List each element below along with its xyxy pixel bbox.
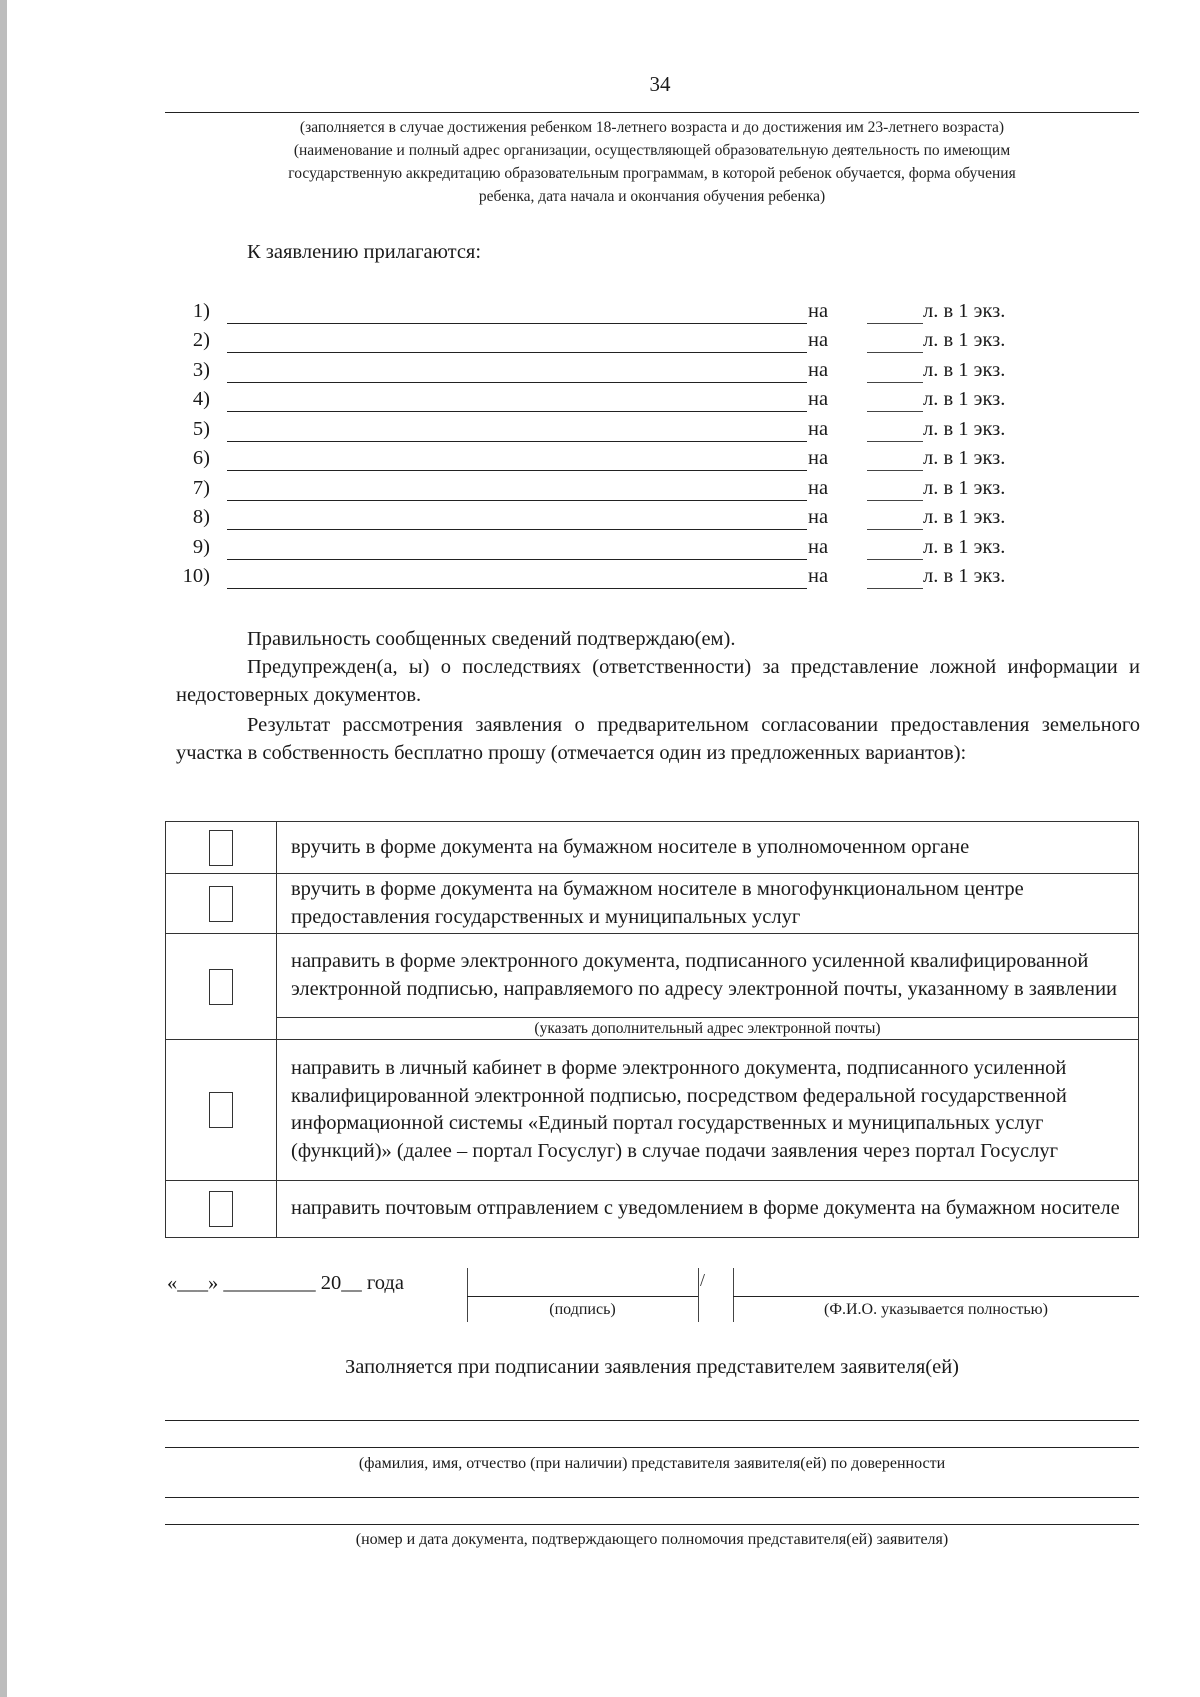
education-field-line[interactable] <box>165 112 1139 113</box>
attachment-pages-field[interactable] <box>867 382 923 383</box>
attachment-pages-field[interactable] <box>867 411 923 412</box>
page-number: 34 <box>649 72 671 96</box>
delivery-option-checkbox[interactable] <box>209 886 233 922</box>
attachment-suffix: л. в 1 экз. <box>923 447 1006 469</box>
warning-statement <box>176 653 1140 709</box>
representative-doc-field-line2[interactable] <box>165 1524 1139 1525</box>
attachment-na-label: на <box>808 565 829 587</box>
attachment-suffix: л. в 1 экз. <box>923 536 1006 558</box>
attachment-suffix: л. в 1 экз. <box>923 506 1006 528</box>
attachment-name-field[interactable] <box>227 588 807 589</box>
fio-field[interactable] <box>733 1296 1139 1297</box>
result-request-statement <box>176 711 1140 767</box>
attachment-row <box>165 447 1145 476</box>
attachment-number: 4) <box>192 388 210 410</box>
attachment-suffix: л. в 1 экз. <box>923 388 1006 410</box>
attachment-suffix: л. в 1 экз. <box>923 477 1006 499</box>
attachment-name-field[interactable] <box>227 500 807 501</box>
attachment-na-label: на <box>808 418 829 440</box>
attachment-number: 10) <box>182 565 210 587</box>
checkbox-cell <box>166 874 277 934</box>
delivery-option-row <box>166 934 1139 1018</box>
representative-doc-field[interactable] <box>165 1497 1139 1498</box>
attachment-row <box>165 300 1145 329</box>
caption-line: (наименование и полный адрес организации, осуществляющей образовательную деятельность по имеющим <box>293 142 1011 159</box>
representative-name-caption: (фамилия, имя, отчество (при наличии) представителя заявителя(ей) по доверенности <box>358 1455 946 1472</box>
delivery-option-checkbox[interactable] <box>209 1092 233 1128</box>
confirm-statement <box>176 625 1140 653</box>
representative-title: Заполняется при подписании заявления представителем заявителя(ей) <box>344 1356 960 1378</box>
attachment-name-field[interactable] <box>227 559 807 560</box>
attachment-na-label: на <box>808 300 829 322</box>
attachment-na-label: на <box>808 536 829 558</box>
checkbox-cell <box>166 1040 277 1181</box>
attachment-name-field[interactable] <box>227 352 807 353</box>
attachments-title: К заявлению прилагаются: <box>247 241 482 263</box>
attachment-number: 8) <box>192 506 210 528</box>
delivery-option-row <box>166 1040 1139 1181</box>
attachment-number: 3) <box>192 359 210 381</box>
attachment-name-field[interactable] <box>227 411 807 412</box>
warning-text: Предупрежден(а, ы) о последствиях (ответственности) за представление ложной информации и недостоверных документов. <box>176 656 1140 706</box>
delivery-option-checkbox[interactable] <box>209 1191 233 1227</box>
attachment-number: 6) <box>192 447 210 469</box>
checkbox-cell <box>166 822 277 874</box>
caption-line: ребенка, дата начала и окончания обучения ребенка) <box>478 188 826 205</box>
attachment-row <box>165 388 1145 417</box>
attachment-pages-field[interactable] <box>867 529 923 530</box>
confirm-text: Правильность сообщенных сведений подтверждаю(ем). <box>247 628 736 650</box>
result-request-text: Результат рассмотрения заявления о предварительном согласовании предоставления земельного участка в собственность бесплатно прошу (отмечается один из предложенных вариантов): <box>176 714 1140 764</box>
attachment-suffix: л. в 1 экз. <box>923 565 1006 587</box>
attachment-pages-field[interactable] <box>867 588 923 589</box>
delivery-option-row <box>166 1181 1139 1238</box>
delivery-option-label: направить в личный кабинет в форме электронного документа, подписанного усиленной квалифицированной электронной подписью, посредством федеральной государственной информационной системы «Единый портал государственных и муниципальных услуг (функций)» (далее – портал Госуслуг) в случае подачи заявления через портал Госуслуг <box>277 1040 1139 1181</box>
fio-caption: (Ф.И.О. указывается полностью) <box>824 1301 1048 1318</box>
caption-line: (заполняется в случае достижения ребенком 18-летнего возраста и до достижения им 23-летнего возраста) <box>299 119 1005 136</box>
attachment-row <box>165 506 1145 535</box>
attachment-name-field[interactable] <box>227 441 807 442</box>
attachment-na-label: на <box>808 329 829 351</box>
representative-name-field-line2[interactable] <box>165 1447 1139 1448</box>
attachment-suffix: л. в 1 экз. <box>923 329 1006 351</box>
attachment-na-label: на <box>808 388 829 410</box>
attachment-number: 7) <box>192 477 210 499</box>
representative-name-field[interactable] <box>165 1420 1139 1421</box>
signature-divider <box>698 1268 699 1322</box>
attachment-name-field[interactable] <box>227 323 807 324</box>
representative-doc-caption: (номер и дата документа, подтверждающего полномочия представителя(ей) заявителя) <box>355 1531 949 1548</box>
signature-slash: / <box>700 1270 706 1290</box>
delivery-option-label: направить почтовым отправлением с уведомлением в форме документа на бумажном носителе <box>277 1181 1139 1238</box>
attachment-na-label: на <box>808 477 829 499</box>
delivery-option-row <box>166 822 1139 874</box>
attachment-row <box>165 359 1145 388</box>
attachment-na-label: на <box>808 447 829 469</box>
email-address-row <box>166 1018 1139 1040</box>
attachment-number: 9) <box>192 536 210 558</box>
attachment-name-field[interactable] <box>227 529 807 530</box>
attachment-number: 1) <box>192 300 210 322</box>
attachment-pages-field[interactable] <box>867 323 923 324</box>
checkbox-cell <box>166 934 277 1040</box>
date-field[interactable]: «___» _________ 20__ года <box>167 1272 404 1294</box>
delivery-option-label: направить в форме электронного документа, подписанного усиленной квалифицированной электронной подписью, направляемого по адресу электронной почты, указанному в заявлении <box>277 934 1139 1018</box>
attachment-suffix: л. в 1 экз. <box>923 359 1006 381</box>
attachment-suffix: л. в 1 экз. <box>923 300 1006 322</box>
attachment-row <box>165 477 1145 506</box>
attachment-na-label: на <box>808 359 829 381</box>
attachment-pages-field[interactable] <box>867 559 923 560</box>
attachment-pages-field[interactable] <box>867 500 923 501</box>
delivery-options-table <box>165 821 1139 1238</box>
checkbox-cell <box>166 1181 277 1238</box>
attachment-pages-field[interactable] <box>867 441 923 442</box>
delivery-option-row <box>166 874 1139 934</box>
attachment-row <box>165 536 1145 565</box>
page-edge-strip <box>0 0 7 1697</box>
delivery-option-label: вручить в форме документа на бумажном носителе в уполномоченном органе <box>277 822 1139 874</box>
attachment-na-label: на <box>808 506 829 528</box>
delivery-option-label: вручить в форме документа на бумажном носителе в многофункциональном центре предоставления государственных и муниципальных услуг <box>277 874 1139 934</box>
additional-email-field[interactable]: (указать дополнительный адрес электронной почты) <box>277 1018 1139 1040</box>
attachment-pages-field[interactable] <box>867 352 923 353</box>
attachment-name-field[interactable] <box>227 470 807 471</box>
attachment-row <box>165 329 1145 358</box>
education-field-caption <box>165 116 1139 208</box>
delivery-option-checkbox[interactable] <box>209 969 233 1005</box>
attachment-name-field[interactable] <box>227 382 807 383</box>
signature-caption: (подпись) <box>549 1301 616 1318</box>
attachment-row <box>165 418 1145 447</box>
attachment-row <box>165 565 1145 594</box>
attachment-pages-field[interactable] <box>867 470 923 471</box>
caption-line: государственную аккредитацию образовательным программам, в которой ребенок обучается, форма обучения <box>288 165 1016 182</box>
attachment-number: 2) <box>192 329 210 351</box>
attachment-suffix: л. в 1 экз. <box>923 418 1006 440</box>
signature-field[interactable] <box>467 1296 698 1297</box>
delivery-option-checkbox[interactable] <box>209 830 233 866</box>
attachment-number: 5) <box>192 418 210 440</box>
